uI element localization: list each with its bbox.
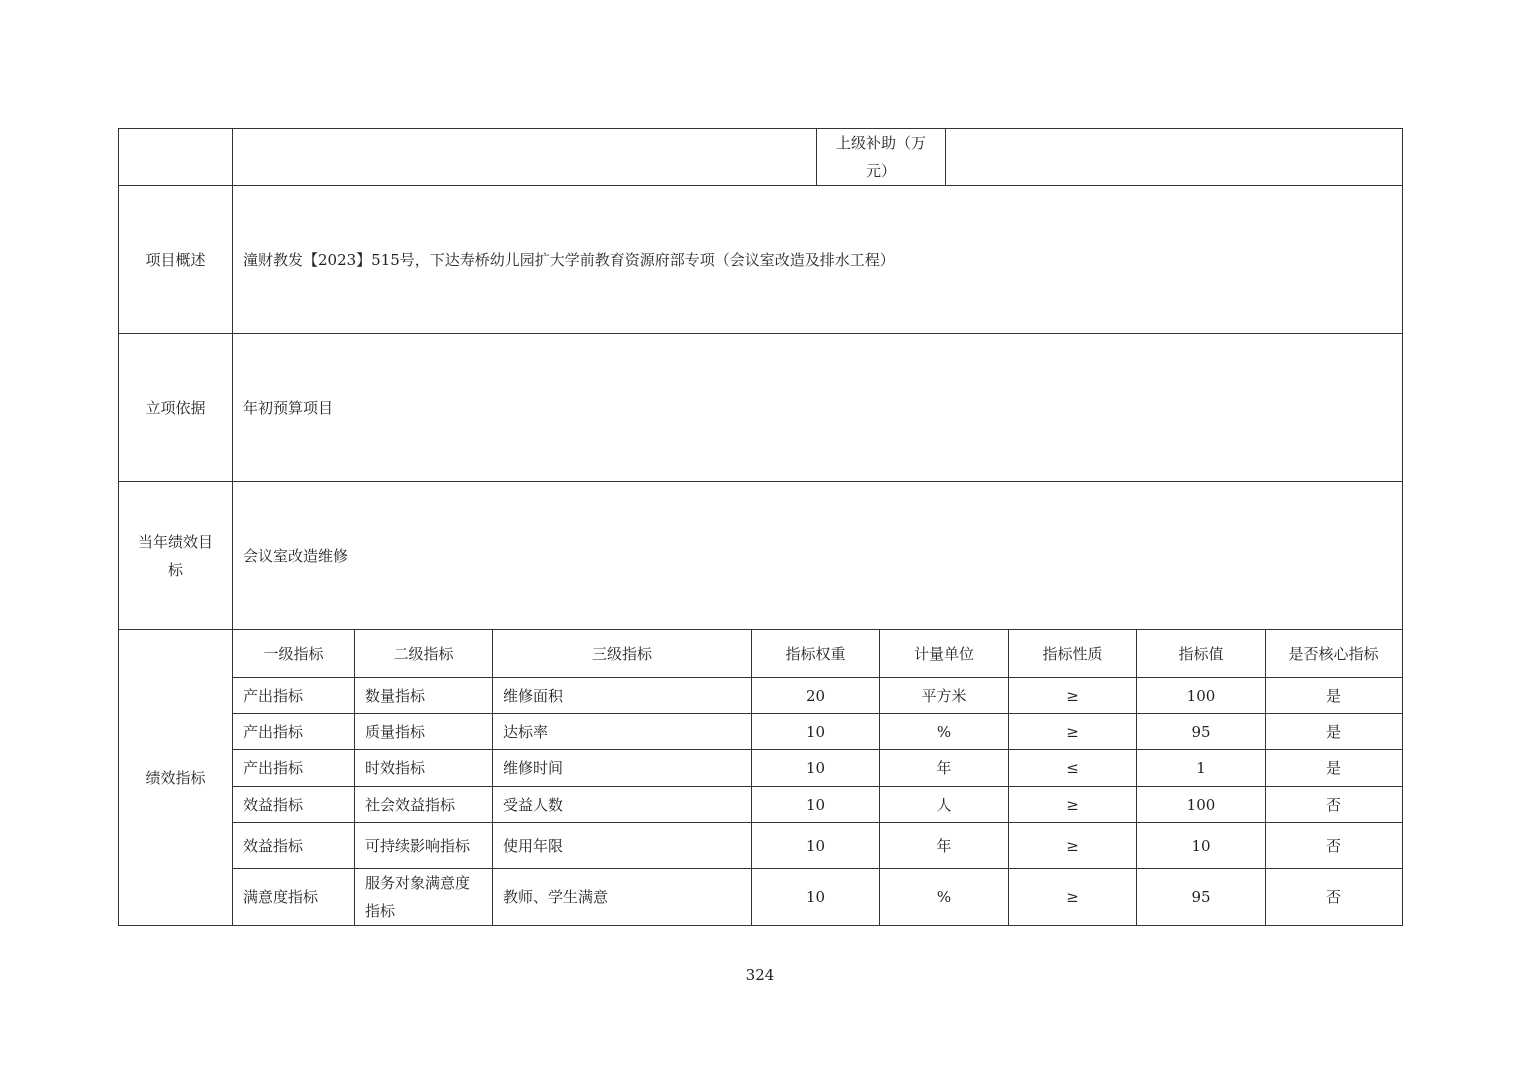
row5-weight: 10: [805, 888, 826, 906]
page-number: 324: [745, 966, 775, 984]
row3-level2: 社会效益指标: [365, 795, 456, 814]
header-unit: 计量单位: [913, 644, 974, 663]
header-core: 是否核心指标: [1288, 644, 1379, 663]
row2-weight: 10: [805, 759, 826, 777]
row1-level2: 质量指标: [365, 722, 426, 741]
row4-level1: 效益指标: [243, 836, 304, 855]
header-weight: 指标权重: [785, 644, 846, 663]
row0-core: 是: [1325, 686, 1341, 705]
row2-nature: ≤: [1066, 759, 1079, 777]
subsidy-label-line1: 上级补助（万: [835, 134, 926, 152]
row3-value: 100: [1186, 795, 1216, 814]
header-nature: 指标性质: [1042, 644, 1103, 663]
row0-level1: 产出指标: [243, 686, 304, 705]
row4-level3: 使用年限: [503, 836, 564, 855]
row3-level1: 效益指标: [243, 795, 304, 814]
row0-value: 100: [1186, 686, 1216, 705]
row5-core: 否: [1325, 888, 1341, 906]
row0-level3: 维修面积: [503, 686, 564, 705]
row4-value: 10: [1191, 836, 1211, 855]
header-level3: 三级指标: [591, 644, 652, 663]
row0-level2: 数量指标: [365, 686, 426, 705]
row2-value: 1: [1196, 759, 1206, 777]
row1-weight: 10: [805, 722, 826, 741]
row2-core: 是: [1325, 759, 1341, 777]
row1-level3: 达标率: [503, 722, 549, 741]
header-level2: 二级指标: [393, 644, 454, 663]
row3-level3: 受益人数: [503, 795, 564, 814]
header-value: 指标值: [1178, 644, 1224, 663]
goal-value: 会议室改造维修: [243, 546, 349, 565]
basis-value: 年初预算项目: [243, 398, 334, 417]
row3-unit: 人: [936, 795, 952, 814]
row2-level2: 时效指标: [365, 759, 426, 777]
row0-nature: ≥: [1066, 686, 1079, 705]
row5-unit: %: [936, 888, 952, 906]
goal-label-line1: 当年绩效目: [137, 532, 213, 551]
row3-core: 否: [1325, 795, 1341, 814]
row0-unit: 平方米: [921, 686, 967, 705]
row4-level2: 可持续影响指标: [365, 836, 471, 855]
indicators-label: 绩效指标: [145, 768, 206, 787]
overview-value: 潼财教发【2023】515号，下达寿桥幼儿园扩大学前教育资源府部专项（会议室改造及排水工程）: [243, 250, 895, 269]
goal-label: [119, 482, 232, 629]
row5-value: 95: [1191, 888, 1211, 906]
goal-label-line2: 标: [167, 560, 183, 579]
row4-weight: 10: [805, 836, 826, 855]
overview-label: 项目概述: [145, 250, 206, 269]
column-divider: [945, 128, 946, 185]
row5-level1: 满意度指标: [243, 888, 319, 906]
row4-nature: ≥: [1066, 836, 1079, 855]
row0-weight: 20: [805, 686, 826, 705]
row2-level3: 维修时间: [503, 759, 564, 777]
row5-level2: [355, 869, 492, 925]
row4-unit: 年: [936, 836, 952, 855]
row4-core: 否: [1325, 836, 1341, 855]
row5-nature: ≥: [1066, 888, 1079, 906]
header-level1: 一级指标: [263, 644, 324, 663]
row3-nature: ≥: [1066, 795, 1079, 814]
row1-value: 95: [1191, 722, 1211, 741]
subsidy-label-line2: 元）: [865, 162, 896, 180]
row1-core: 是: [1325, 722, 1341, 741]
subsidy-label: [817, 129, 945, 185]
row3-weight: 10: [805, 795, 826, 814]
row5-level3: 教师、学生满意: [503, 888, 609, 906]
row5-level2-line2: 指标: [365, 902, 396, 920]
row2-level1: 产出指标: [243, 759, 304, 777]
row1-nature: ≥: [1066, 722, 1079, 741]
row1-unit: %: [936, 722, 952, 741]
row1-level1: 产出指标: [243, 722, 304, 741]
row5-level2-line1: 服务对象满意度: [365, 874, 471, 892]
basis-label: 立项依据: [145, 398, 206, 417]
row2-unit: 年: [936, 759, 952, 777]
